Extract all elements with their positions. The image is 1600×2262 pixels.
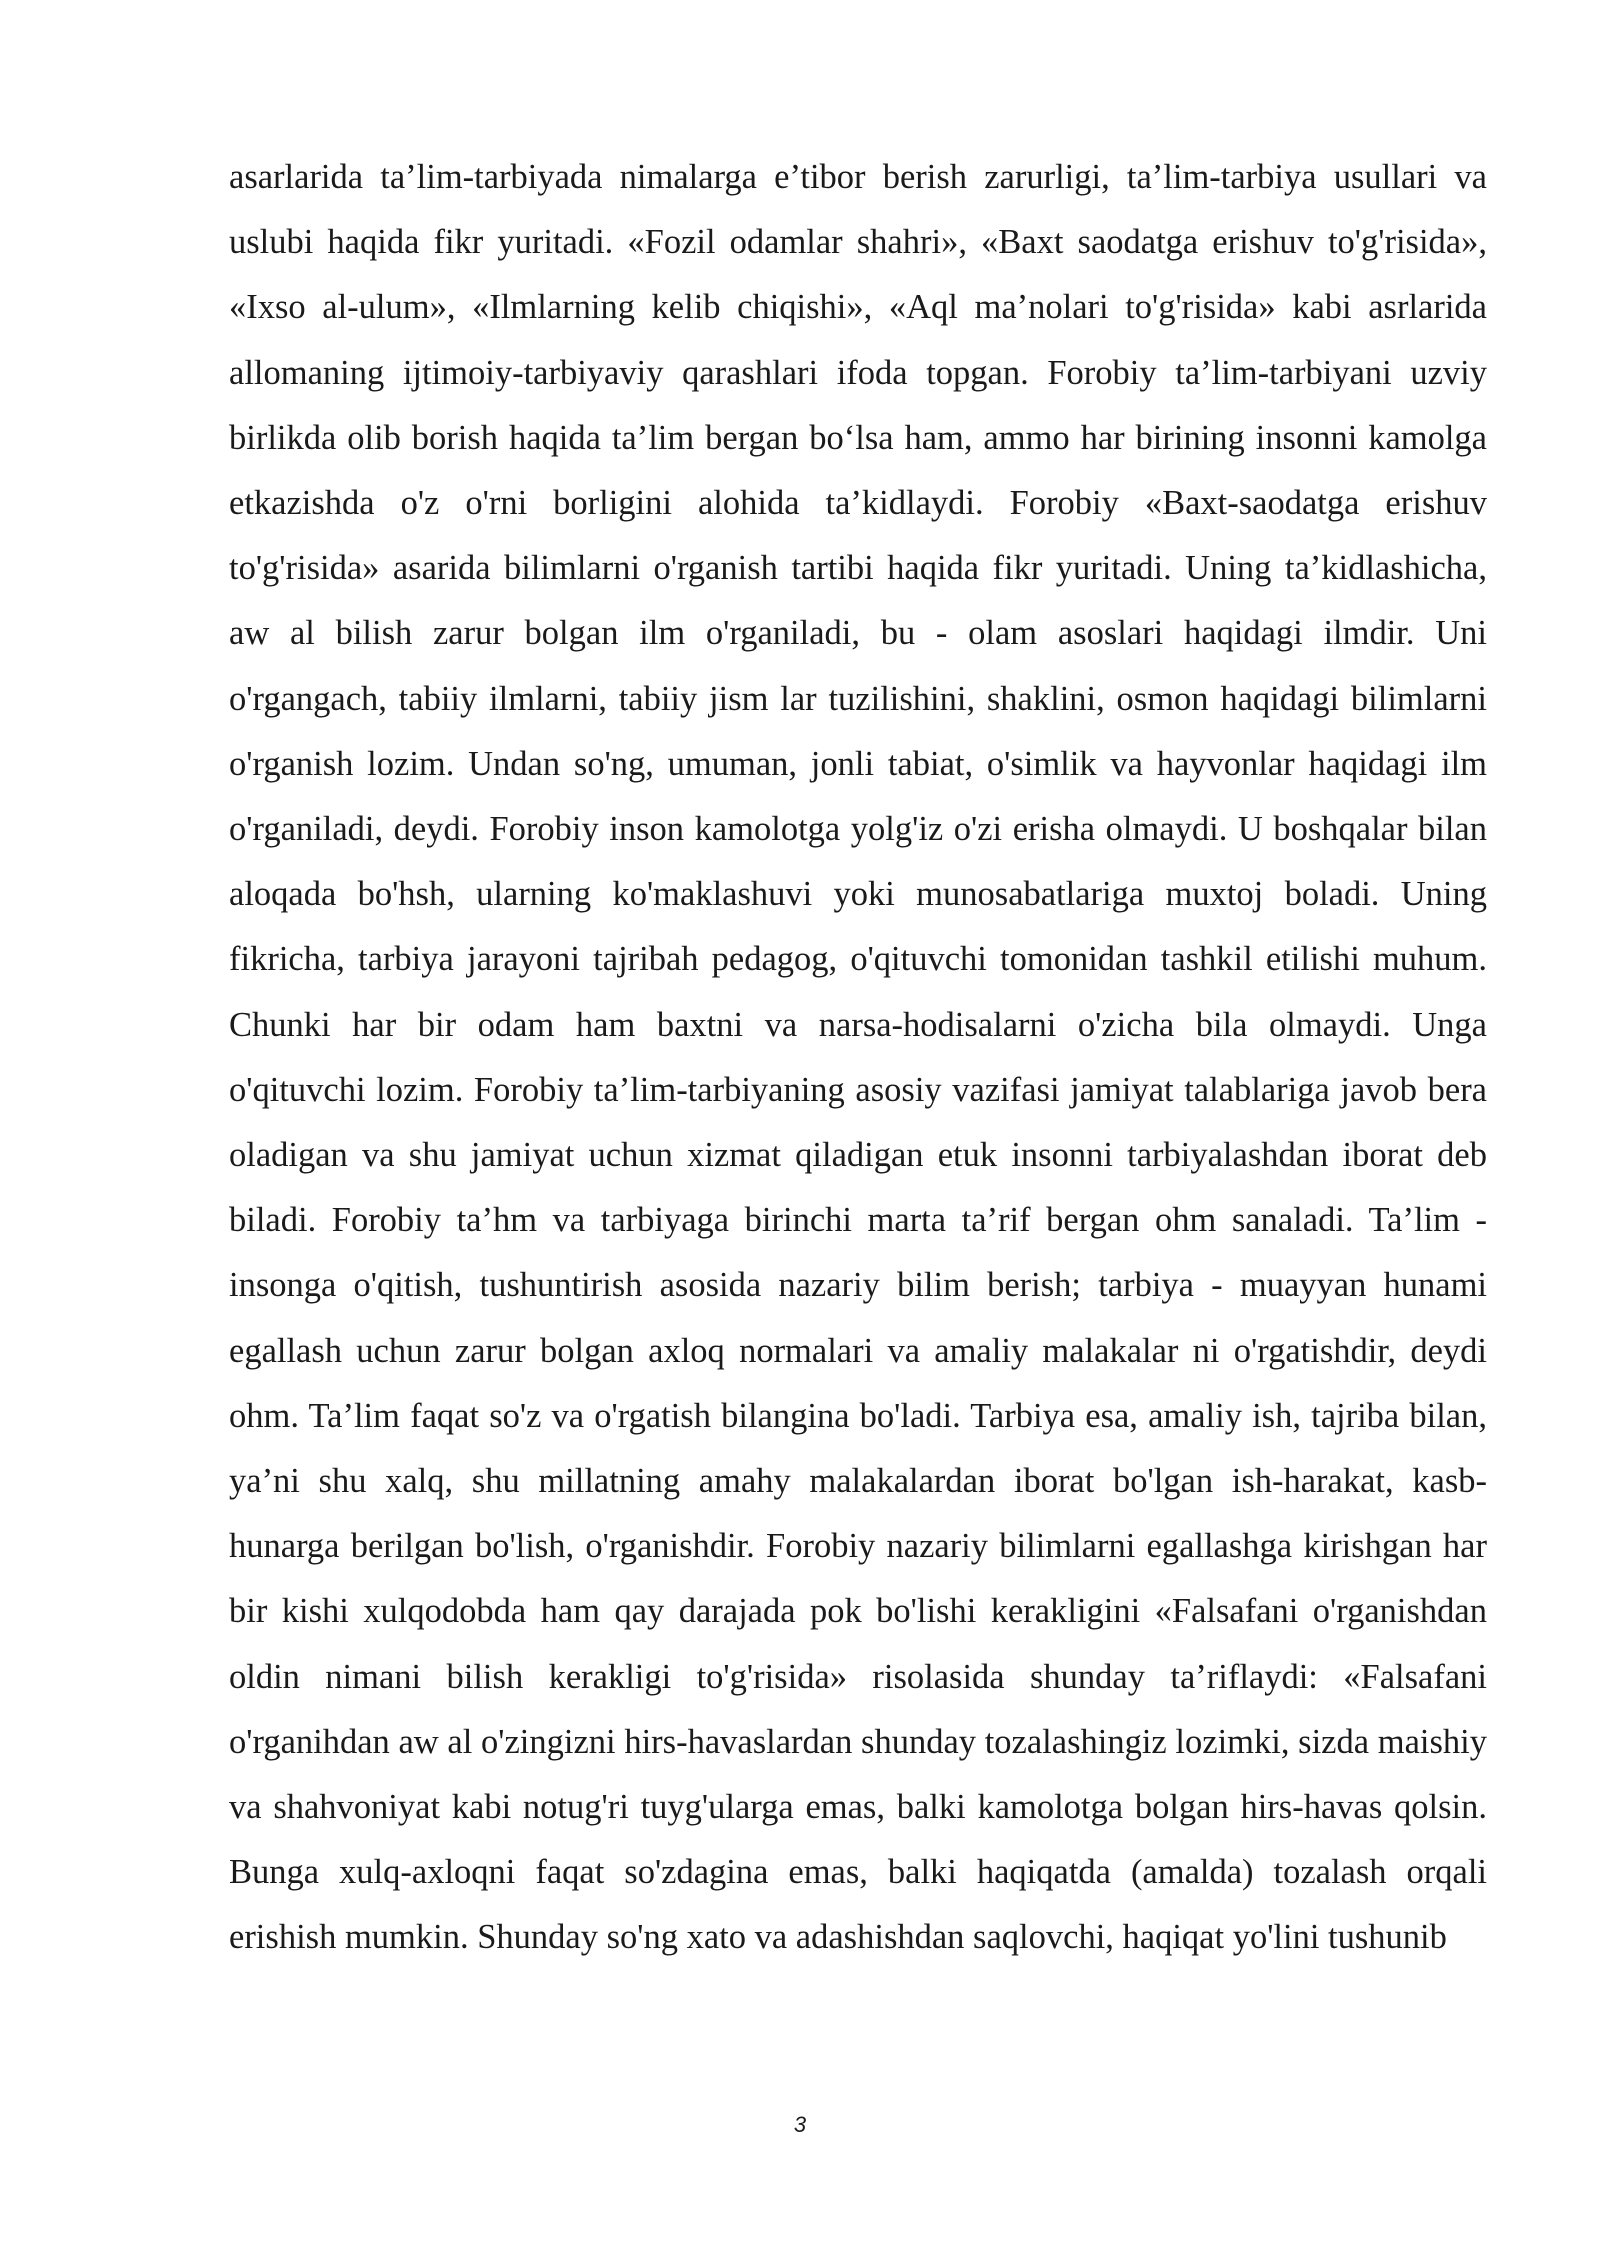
body-paragraph: asarlarida ta’lim-tarbiyada nimalarga e’tibor berish zarurligi, ta’lim-tarbiya usullari va uslubi haqida fikr yuritadi. «Fozil odamlar shahri», «Baxt saodatga erishuv to'g'risida», «Ixso al-ulum», «Ilmlarning kelib chiqishi», «Aql ma’nolari to'g'risida» kabi asrlarida allomaning ijtimoiy-tarbiyaviy qarashlari ifoda topgan. Forobiy ta’lim-tarbiyani uzviy birlikda olib borish haqida ta’lim bergan bo‘lsa ham, ammo har birining insonni kamolga etkazishda o'z o'rni borligini alohida ta’kidlaydi. Forobiy «Baxt-saodatga erishuv to'g'risida» asarida bilimlarni o'rganish tartibi haqida fikr yuritadi. Uning ta’kidlashicha, aw al bilish zarur bolgan ilm o'rganiladi, bu - olam asoslari haqidagi ilmdir. Uni o'rgangach, tabiiy ilmlarni, tabiiy jism lar tuzilishini, shaklini, osmon haqidagi bilimlarni o'rganish lozim. Undan so'ng, umuman, jonli tabiat, o'simlik va hayvonlar haqidagi ilm o'rganiladi, deydi. Forobiy inson kamolotga yolg'iz o'zi erisha olmaydi. U boshqalar bilan aloqada bo'hsh, ularning ko'maklashuvi yoki munosabatlariga muxtoj boladi. Uning fikricha, tarbiya jarayoni tajribah pedagog, o'qituvchi tomonidan tashkil etilishi muhum. Chunki har bir odam ham baxtni va narsa-hodisalarni o'zicha bila olmaydi. Unga o'qituvchi lozim. Forobiy ta’lim-tarbiyaning asosiy vazifasi jamiyat talablariga javob bera oladigan va shu jamiyat uchun xizmat qiladigan etuk insonni tarbiyalashdan iborat deb biladi. Forobiy ta’hm va tarbiyaga birinchi marta ta’rif bergan ohm sanaladi. Ta’lim - insonga o'qitish, tushuntirish asosida nazariy bilim berish; tarbiya - muayyan hunami egallash uchun zarur bolgan axloq normalari va amaliy malakalar ni o'rgatishdir, deydi ohm. Ta’lim faqat so'z va o'rgatish bilangina bo'ladi. Tarbiya esa, amaliy ish, tajriba bilan, ya’ni shu xalq, shu millatning amahy malakalardan iborat bo'lgan ish-harakat, kasb-hunarga berilgan bo'lish, o'rganishdir. Forobiy nazariy bilimlarni egallashga kirishgan har bir kishi xulqodobda ham qay darajada pok bo'lishi kerakligini «Falsafani o'rganishdan oldin nimani bilish kerakligi to'g'risida» risolasida shunday ta’riflaydi: «Falsafani o'rganihdan aw al o'zingizni hirs-havaslardan shunday tozalashingiz lozimki, sizda maishiy va shahvoniyat kabi notug'ri tuyg'ularga emas, balki kamolotga bolgan hirs-havas qolsin. Bunga xulq-axloqni faqat so'zdagina emas, balki haqiqatda (amalda) tozalash orqali erishish mumkin. Shunday so'ng xato va adashishdan saqlovchi, haqiqat yo'lini tushunib [229,158,1487,1957]
page-number: 3 [793,2112,807,2137]
